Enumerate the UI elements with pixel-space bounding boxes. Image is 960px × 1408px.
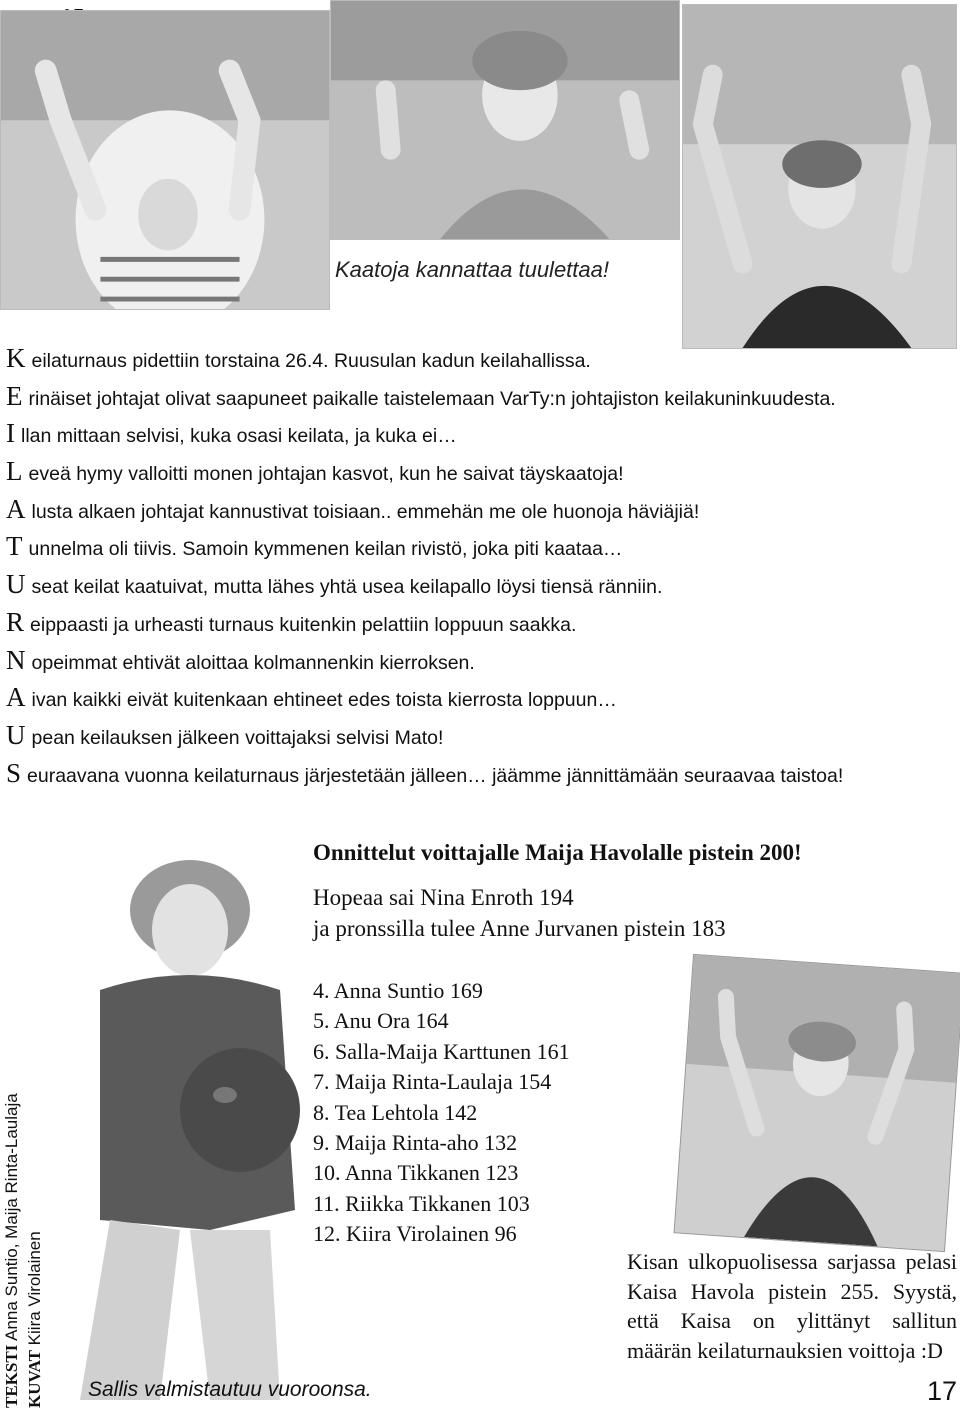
podium-text [313, 882, 726, 944]
story-text: eippaasti ja urheasti turnaus kuitenkin pelattiin loppuun saakka. [30, 613, 577, 636]
bronze-line: ja pronssilla tulee Anne Jurvanen pistein 183 [313, 916, 726, 941]
rank-item: 4. Anna Suntio 169 [313, 978, 483, 1003]
story-text: opeimmat ehtivät aloittaa kolmannenkin kierroksen. [31, 651, 475, 674]
photo-top-left [0, 10, 330, 310]
rank-item: 12. Kiira Virolainen 96 [313, 1221, 517, 1247]
acrostic-letter: U [6, 719, 26, 750]
story-text: euraavana vuonna keilaturnaus järjestetään jälleen… jäämme jännittämään seuraavaa taistoa! [27, 764, 844, 787]
woman-with-bowling-ball-image [40, 850, 310, 1400]
rank-list [313, 976, 570, 1250]
photo-bottom-right [674, 954, 960, 1252]
winner-cheering-image [675, 955, 960, 1251]
story-text: lusta alkaen johtajat kannustivat toisiaan.. emmehän me ole huonoja häviäjiä! [31, 500, 700, 523]
winner-headline: Onnittelut voittajalle Maija Havolalle pistein 200! [313, 840, 802, 865]
text-credit-label: TEKSTI [2, 1344, 21, 1408]
acrostic-letter: A [6, 682, 26, 713]
acrostic-letter: U [6, 569, 26, 600]
story-line [6, 491, 956, 529]
credits [0, 1008, 46, 1408]
acrostic-letter: I [6, 418, 15, 449]
story-line [6, 340, 956, 378]
rank-item: 6. Salla-Maija Karttunen 161 [313, 1038, 570, 1064]
story-text: eilaturnaus pidettiin torstaina 26.4. Ruusulan kadun keilahallissa. [31, 350, 591, 372]
rank-item: 5. Anu Ora 164 [313, 1008, 449, 1034]
rank-item: 11. Riikka Tikkanen 103 [313, 1190, 530, 1216]
photo-top-right [682, 4, 957, 349]
page-number: 17 [927, 1376, 958, 1406]
story-line [6, 378, 956, 416]
acrostic-letter: N [6, 644, 26, 675]
photo-top-middle [330, 0, 680, 240]
story-line [6, 604, 956, 642]
story-line [6, 415, 956, 453]
rank-item: 10. Anna Tikkanen 123 [313, 1160, 519, 1186]
photo-caption-bottom: Sallis valmistautuu vuoroonsa. [88, 1378, 372, 1401]
story-text: llan mittaan selvisi, kuka osasi keilata, ja kuka ei… [21, 425, 457, 448]
photo-caption-top: Kaatoja kannattaa tuulettaa! [335, 257, 609, 282]
acrostic-letter: L [6, 456, 23, 487]
photo-credit-label: KUVAT [25, 1350, 44, 1408]
story-line [6, 453, 956, 491]
rank-item: 8. Tea Lehtola 142 [313, 1099, 478, 1125]
story-text: eveä hymy valloitti monen johtajan kasvot, kun he saivat täyskaatoja! [28, 463, 624, 486]
story-line [6, 755, 956, 793]
story-text: rinäiset johtajat olivat saapuneet paikalle taistelemaan VarTy:n johtajiston keilakuninkuudesta. [28, 387, 836, 410]
acrostic-letter: A [6, 493, 26, 524]
outside-series-note: Kisan ulkopuolisessa sarjassa pelasi Kaisa Havola pistein 255. Syystä, että Kaisa on ylittänyt sallitun määrän keilaturnauksien voittoja :D [627, 1249, 957, 1363]
story-text: pean keilauksen jälkeen voittajaksi selvisi Mato! [31, 726, 444, 749]
story-line [6, 642, 956, 680]
cheering-woman-image [1, 11, 329, 309]
story-line [6, 717, 956, 755]
acrostic-letter: R [6, 606, 25, 637]
text-credit-names: Anna Suntio, Maija Rinta-Laulaja [2, 1093, 21, 1341]
cheering-woman-image [331, 1, 679, 239]
story-line [6, 528, 956, 566]
story-text: seat keilat kaatuivat, mutta lähes yhtä usea keilapallo löysi tiensä ränniin. [31, 576, 663, 599]
story-text: unnelma oli tiivis. Samoin kymmenen keilan rivistö, joka piti kaataa… [28, 538, 623, 561]
story-line [6, 566, 956, 604]
rank-item: 7. Maija Rinta-Laulaja 154 [313, 1069, 552, 1095]
acrostic-story [6, 340, 956, 792]
photo-credit-names: Kiira Virolainen [25, 1231, 44, 1346]
cheering-woman-image [683, 5, 956, 348]
acrostic-letter: S [6, 757, 22, 788]
rank-item: 9. Maija Rinta-aho 132 [313, 1130, 518, 1156]
acrostic-letter: T [6, 531, 23, 562]
story-line [6, 679, 956, 717]
silver-line: Hopeaa sai Nina Enroth 194 [313, 885, 574, 910]
acrostic-letter: E [6, 380, 23, 411]
story-text: ivan kaikki eivät kuitenkaan ehtineet edes toista kierrosta loppuun… [31, 689, 617, 712]
acrostic-letter: K [6, 343, 26, 373]
photo-bottom-left [40, 850, 310, 1400]
photo-credit [23, 1008, 46, 1408]
text-credit [0, 1008, 23, 1408]
